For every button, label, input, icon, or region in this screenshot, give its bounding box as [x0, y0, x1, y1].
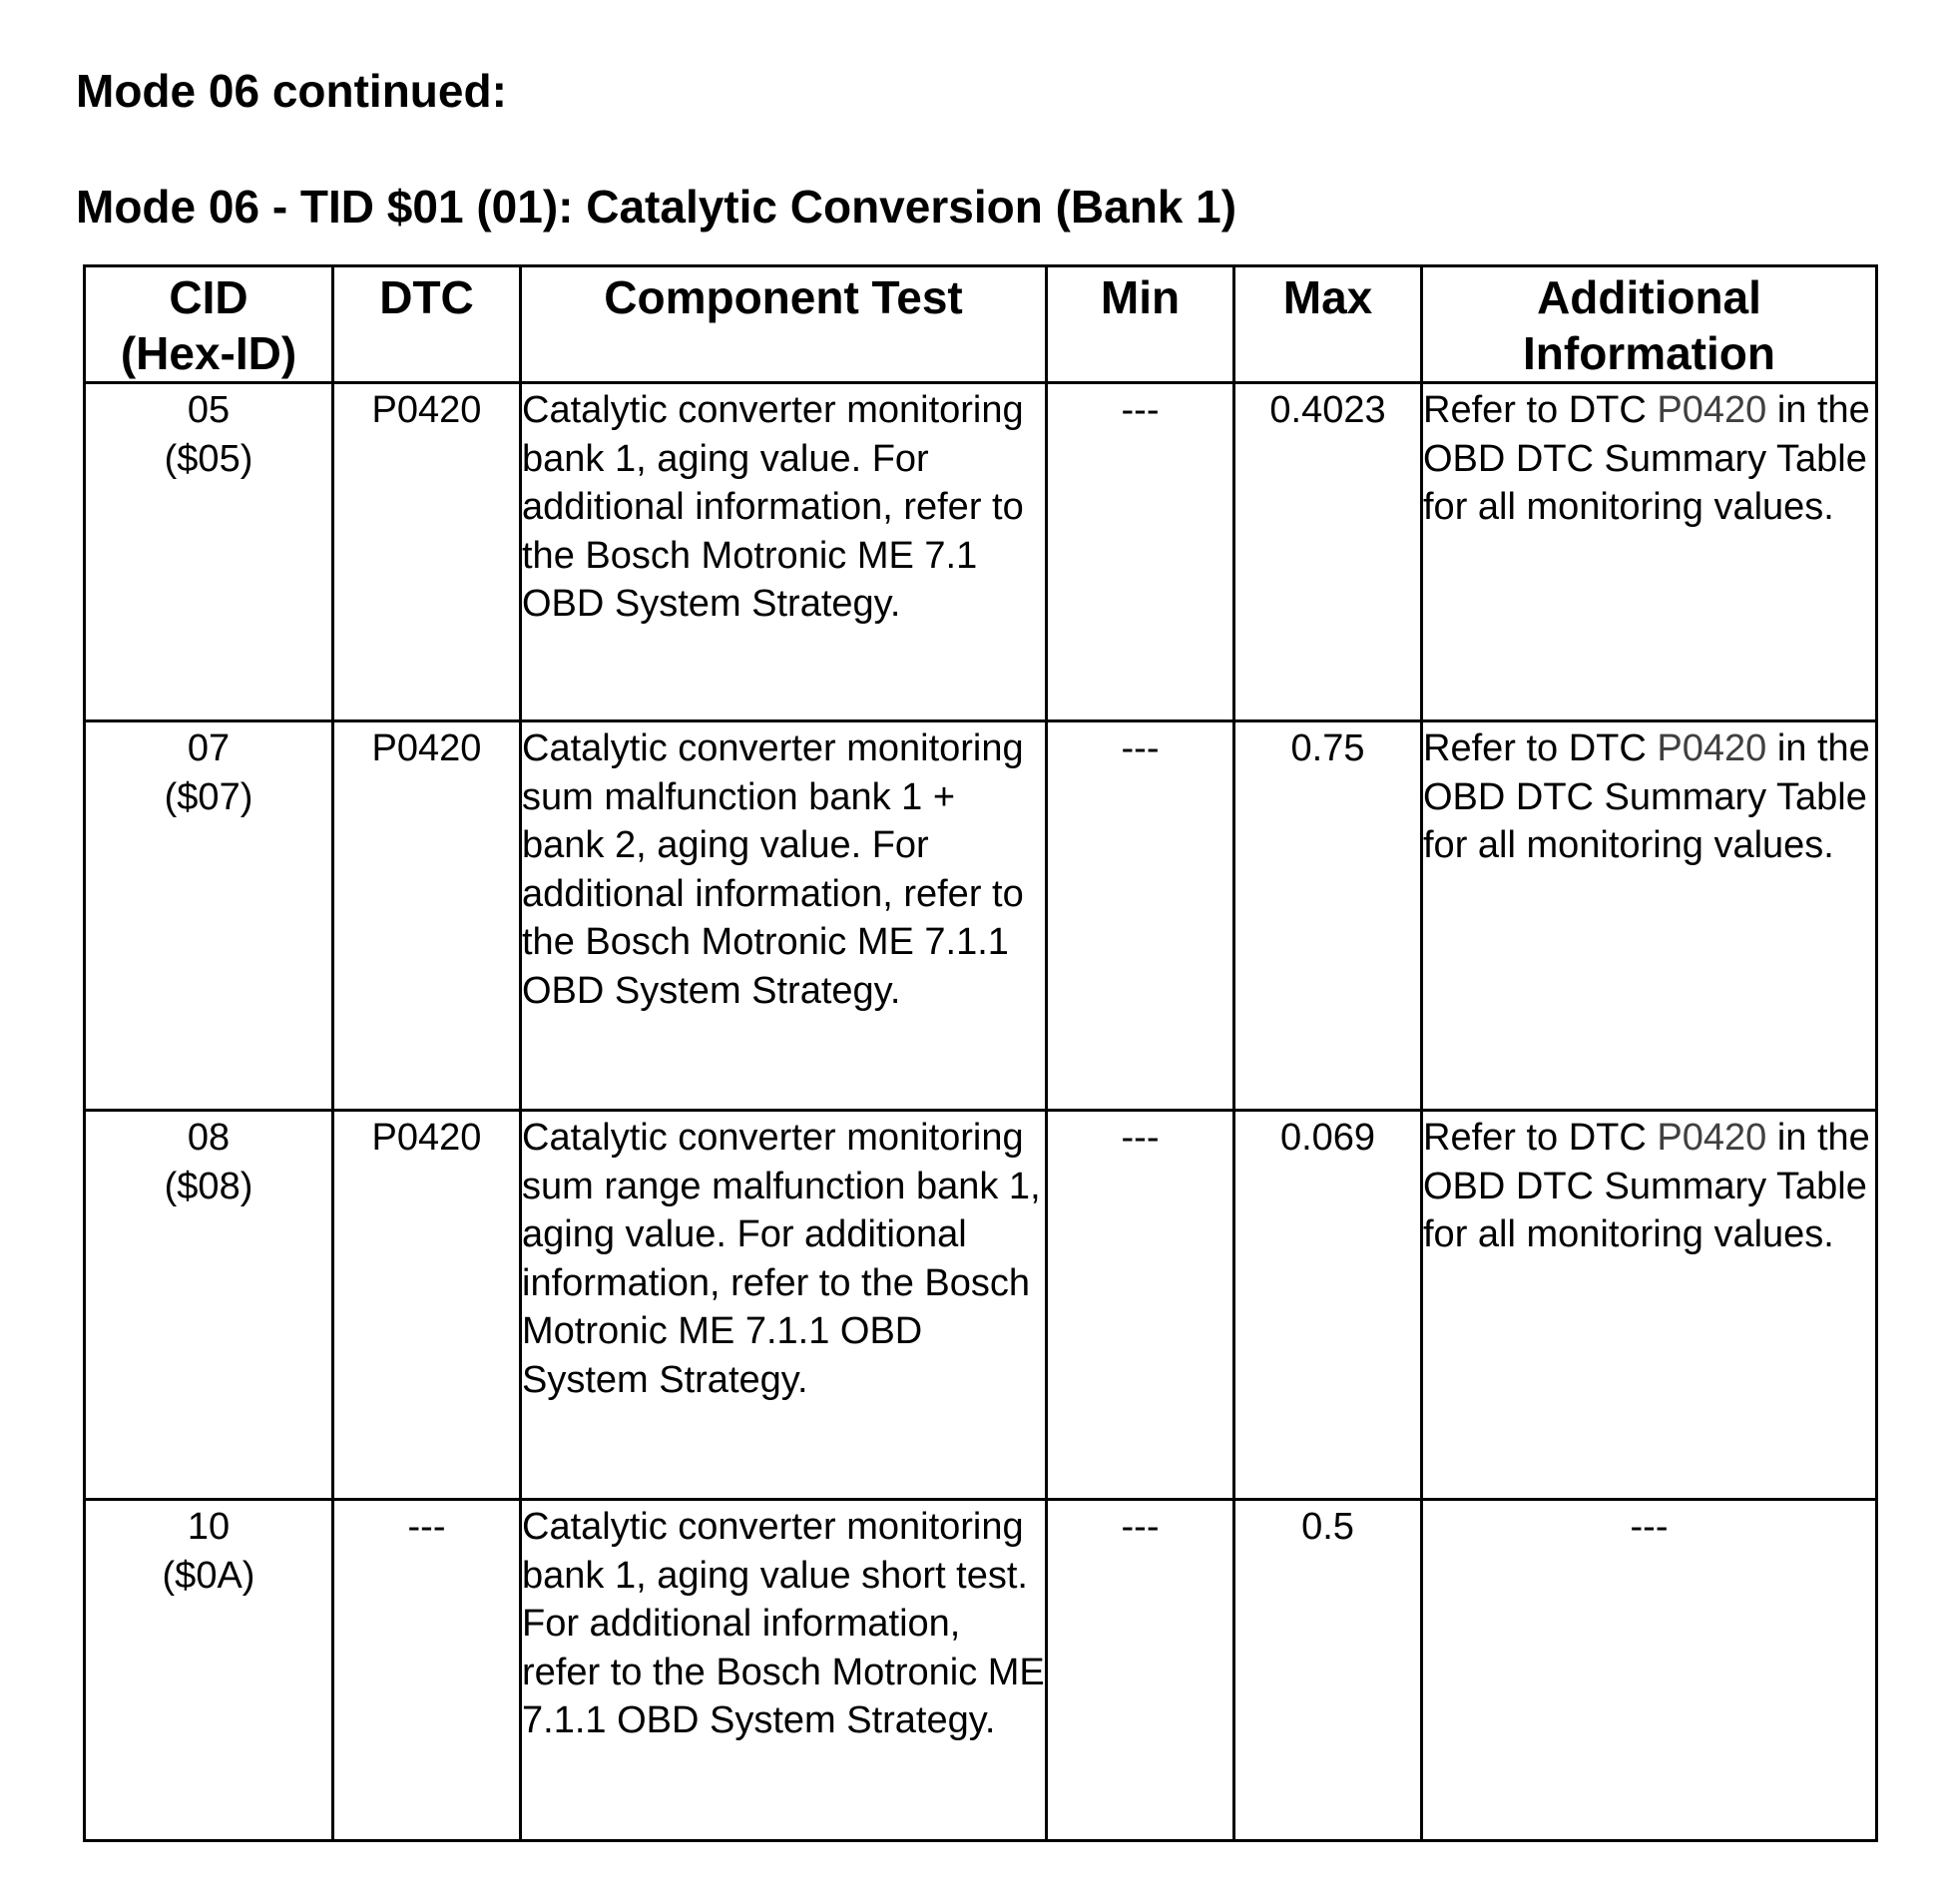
cell-additional-info: [1422, 1111, 1877, 1500]
cell-min: ---: [1047, 383, 1234, 721]
cell-additional-info: [1422, 721, 1877, 1111]
table-row: [85, 1111, 1877, 1500]
cell-cid: [85, 1500, 333, 1841]
cid-value: 05: [187, 389, 231, 431]
table-row: [85, 1500, 1877, 1841]
cid-hex-value: ($08): [164, 1165, 253, 1207]
cell-component-test: Catalytic converter monitoring sum malfunction bank 1 + bank 2, aging value. For additional information, refer to the Bosch Motronic ME 7.1.1 OBD System Strategy.: [521, 721, 1047, 1111]
info-suffix: in the OBD DTC Summary Table for all monitoring values.: [1423, 727, 1870, 866]
cell-cid: [85, 1111, 333, 1500]
header-cid-line2: (Hex-ID): [120, 327, 297, 379]
cid-hex-value: ($07): [164, 775, 253, 818]
cell-max: 0.5: [1234, 1500, 1422, 1841]
table-title: Mode 06 - TID $01 (01): Catalytic Conversion (Bank 1): [76, 181, 1237, 233]
cell-min: ---: [1047, 721, 1234, 1111]
cid-value: 10: [187, 1506, 231, 1548]
info-dtc-reference: P0420: [1657, 1117, 1767, 1159]
mode06-table: [83, 264, 1878, 1842]
info-dtc-reference: P0420: [1657, 389, 1767, 431]
cid-value: 08: [187, 1117, 231, 1159]
cell-max: 0.4023: [1234, 383, 1422, 721]
info-prefix: Refer to DTC: [1423, 1117, 1658, 1159]
table-row: [85, 383, 1877, 721]
header-additional-info: [1422, 266, 1877, 383]
header-info-line2: Information: [1523, 327, 1775, 379]
header-info-line1: Additional: [1537, 271, 1761, 323]
header-cid: [85, 266, 333, 383]
info-suffix: in the OBD DTC Summary Table for all monitoring values.: [1423, 389, 1870, 528]
cell-additional-info: ---: [1422, 1500, 1877, 1841]
header-cid-line1: CID: [169, 271, 248, 323]
cell-cid: [85, 383, 333, 721]
cell-max: 0.069: [1234, 1111, 1422, 1500]
cid-value: 07: [187, 727, 231, 769]
cell-min: ---: [1047, 1500, 1234, 1841]
cid-hex-value: ($05): [164, 437, 253, 480]
cell-dtc: ---: [333, 1500, 521, 1841]
cell-additional-info: [1422, 383, 1877, 721]
cell-component-test: Catalytic converter monitoring bank 1, aging value short test. For additional information, refer to the Bosch Motronic ME 7.1.1 OBD System Strategy.: [521, 1500, 1047, 1841]
table-header-row: [85, 266, 1877, 383]
header-max: Max: [1234, 266, 1422, 383]
cid-hex-value: ($0A): [162, 1554, 255, 1597]
header-dtc: DTC: [333, 266, 521, 383]
cell-component-test: Catalytic converter monitoring sum range malfunction bank 1, aging value. For additional information, refer to the Bosch Motronic ME 7.1.1 OBD System Strategy.: [521, 1111, 1047, 1500]
info-suffix: in the OBD DTC Summary Table for all monitoring values.: [1423, 1117, 1870, 1255]
cell-dtc: P0420: [333, 383, 521, 721]
table-row: [85, 721, 1877, 1111]
header-min: Min: [1047, 266, 1234, 383]
page-heading-continued: Mode 06 continued:: [76, 65, 507, 117]
cell-max: 0.75: [1234, 721, 1422, 1111]
cell-component-test: Catalytic converter monitoring bank 1, aging value. For additional information, refer to the Bosch Motronic ME 7.1 OBD System Strategy.: [521, 383, 1047, 721]
cell-dtc: P0420: [333, 721, 521, 1111]
info-prefix: Refer to DTC: [1423, 727, 1658, 769]
cell-cid: [85, 721, 333, 1111]
cell-dtc: P0420: [333, 1111, 521, 1500]
cell-min: ---: [1047, 1111, 1234, 1500]
info-dtc-reference: P0420: [1657, 727, 1767, 769]
header-component-test: Component Test: [521, 266, 1047, 383]
info-prefix: Refer to DTC: [1423, 389, 1658, 431]
